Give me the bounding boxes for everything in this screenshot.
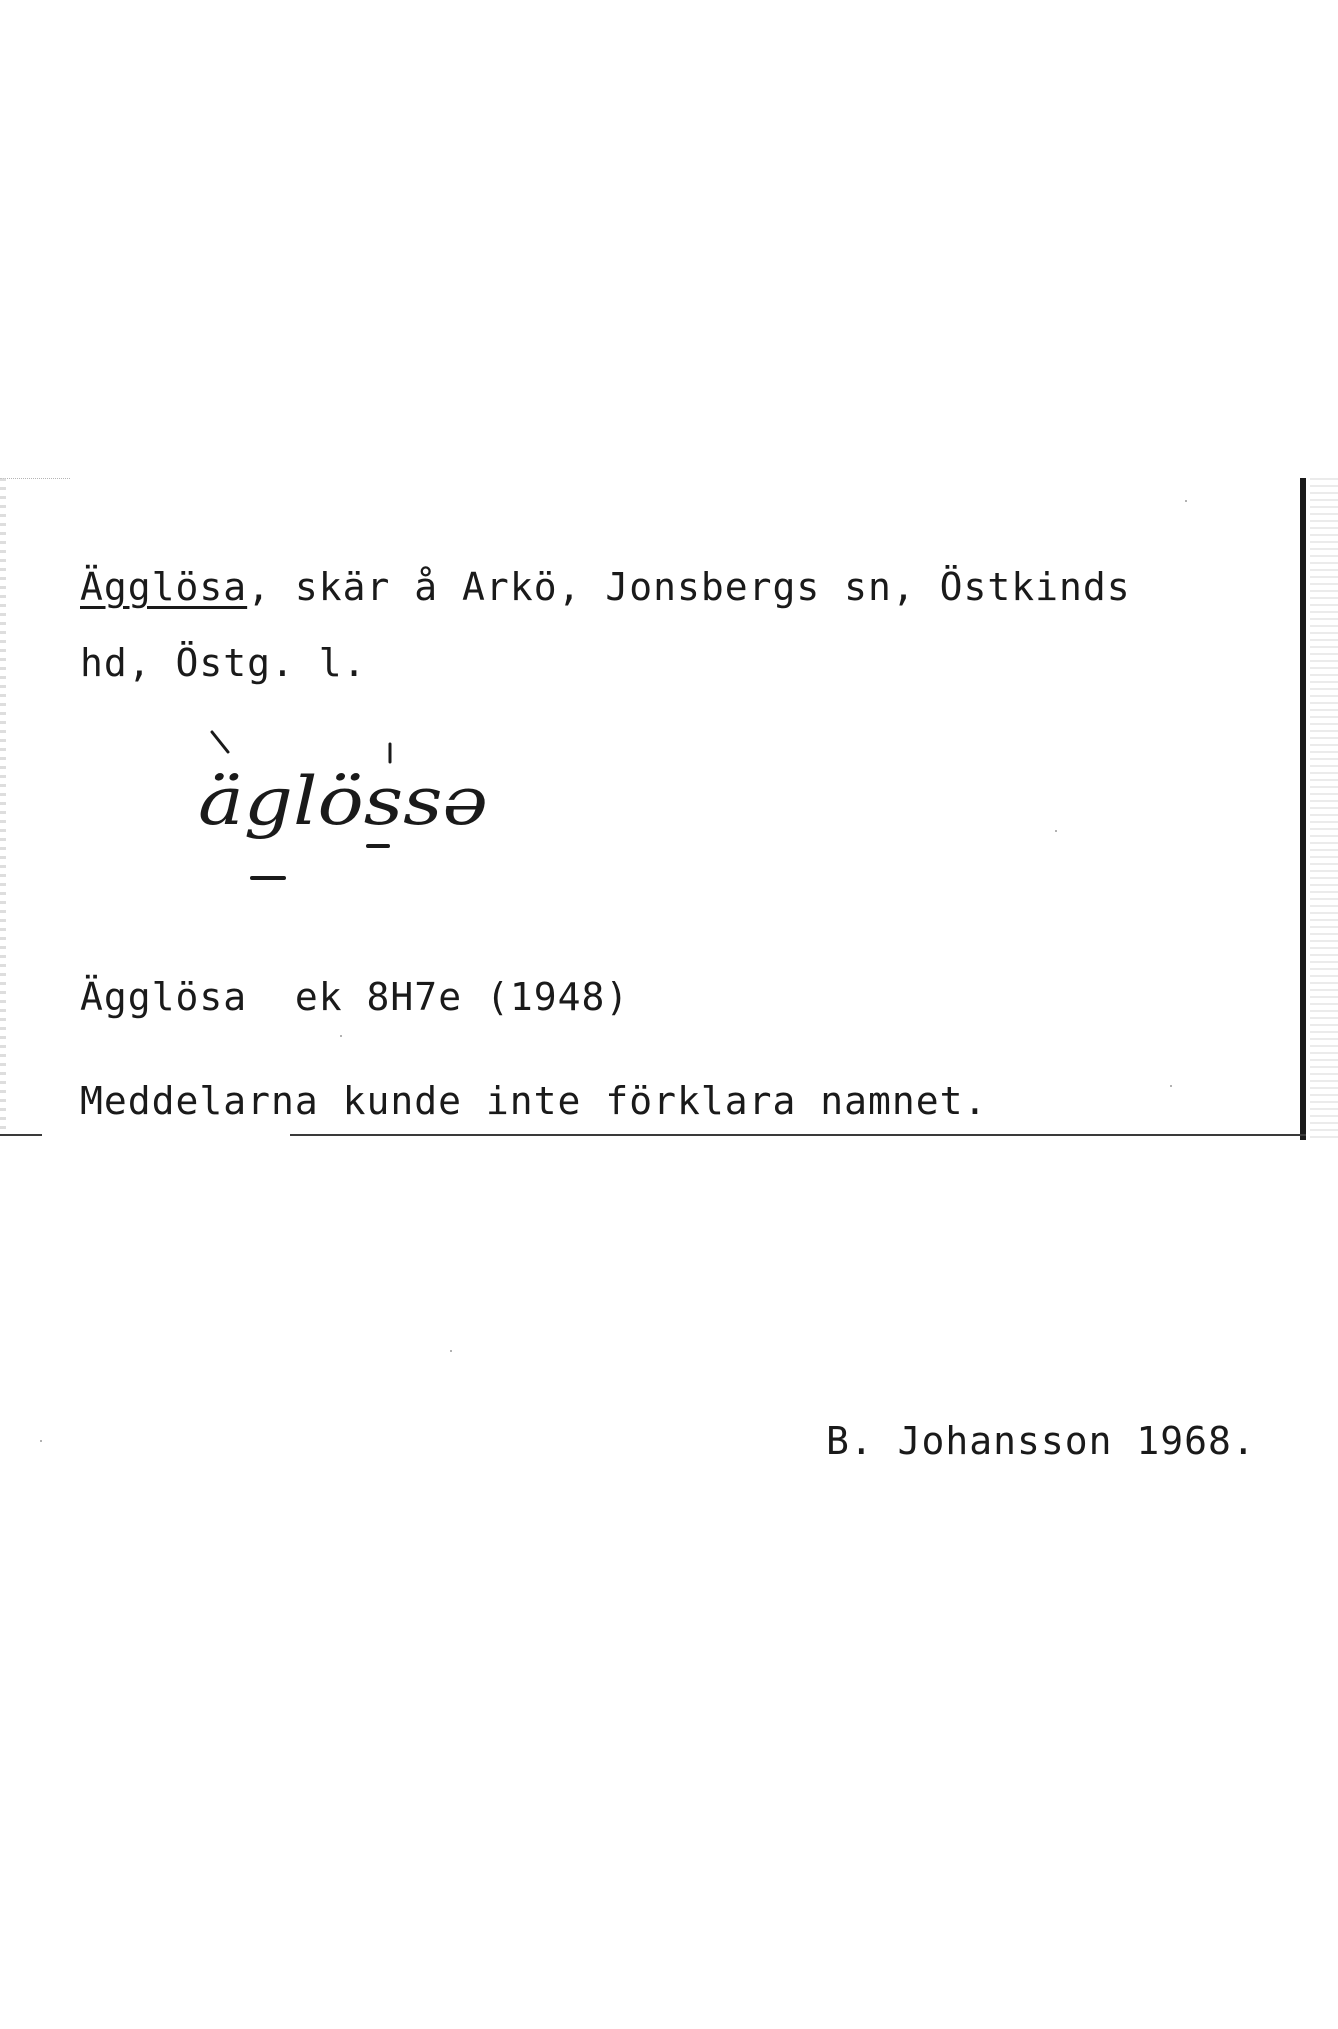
heading-line-1-rest: , skär å Arkö, Jonsbergs sn, Östkinds [247,565,1131,609]
card-left-edge [0,478,6,1136]
signature: B. Johansson 1968. [826,1419,1256,1463]
grave-accent-mark [212,732,228,752]
paper-speck [340,1035,342,1037]
card-right-edge [1300,478,1306,1140]
card-right-shadow [1310,478,1338,1140]
phonetic-transcription [190,722,510,892]
card-bottom-left-edge [0,1134,42,1136]
source-line [80,975,630,1019]
heading-line-1 [80,565,1131,609]
paper-speck [40,1440,42,1442]
source-map-ref: ek 8H7e [294,975,463,1019]
paper-speck [450,1350,452,1352]
note-text: Meddelarna kunde inte förklara namnet. [80,1079,988,1123]
headword: Ägglösa [80,565,248,609]
paper-speck [1055,830,1057,832]
source-name: Ägglösa [80,975,248,1019]
phonetic-text: äglössə [198,763,488,840]
paper-speck [1170,1085,1172,1087]
card-top-edge [0,478,70,479]
heading-line-2: hd, Östg. l. [80,641,367,685]
card-bottom-edge [290,1134,1306,1136]
paper-speck [1185,500,1187,502]
source-year: (1948) [485,975,630,1019]
